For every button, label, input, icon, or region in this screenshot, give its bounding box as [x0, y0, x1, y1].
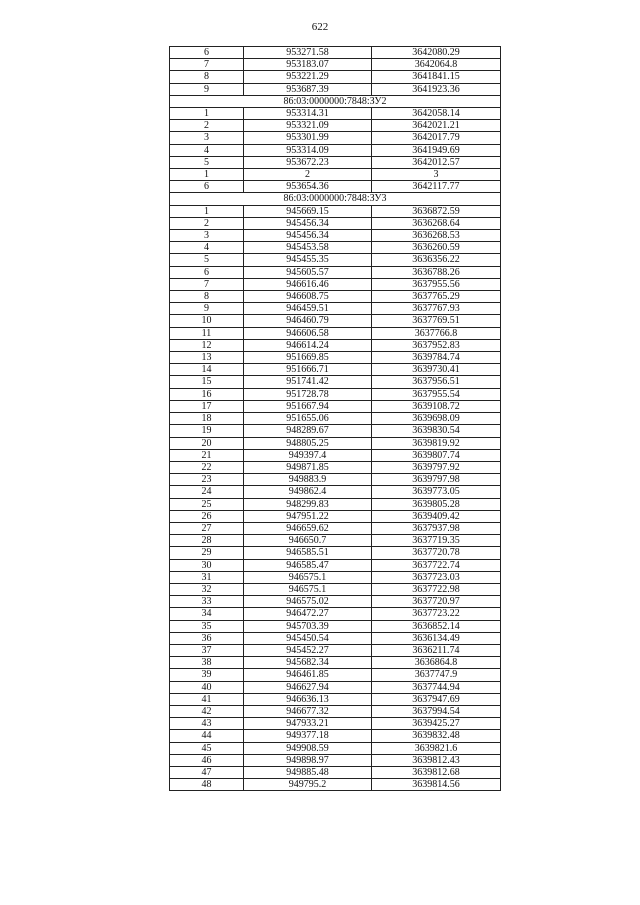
- table-row: [170, 291, 501, 303]
- table-row: [170, 327, 501, 339]
- table-row: [170, 779, 501, 791]
- table-row: [170, 169, 501, 181]
- y-coordinate-cell: 3642058.14: [372, 108, 501, 120]
- point-number-cell: 11: [170, 327, 244, 339]
- x-coordinate-cell: 946627.94: [244, 681, 372, 693]
- y-coordinate-cell: 3637955.56: [372, 278, 501, 290]
- point-number-cell: 19: [170, 425, 244, 437]
- point-number-cell: 15: [170, 376, 244, 388]
- y-coordinate-cell: 3641949.69: [372, 144, 501, 156]
- table-row: [170, 766, 501, 778]
- y-coordinate-cell: 3636356.22: [372, 254, 501, 266]
- point-number-cell: 21: [170, 449, 244, 461]
- table-row: [170, 583, 501, 595]
- y-coordinate-cell: 3637720.78: [372, 547, 501, 559]
- x-coordinate-cell: 945455.35: [244, 254, 372, 266]
- y-coordinate-cell: 3641841.15: [372, 71, 501, 83]
- point-number-cell: 38: [170, 657, 244, 669]
- x-coordinate-cell: 953314.31: [244, 108, 372, 120]
- table-row: [170, 144, 501, 156]
- point-number-cell: 28: [170, 535, 244, 547]
- point-number-cell: 17: [170, 400, 244, 412]
- point-number-cell: 45: [170, 742, 244, 754]
- point-number-cell: 4: [170, 144, 244, 156]
- y-coordinate-cell: 3636268.53: [372, 230, 501, 242]
- point-number-cell: 5: [170, 156, 244, 168]
- y-coordinate-cell: 3636788.26: [372, 266, 501, 278]
- x-coordinate-cell: 948289.67: [244, 425, 372, 437]
- point-number-cell: 3: [170, 230, 244, 242]
- y-coordinate-cell: 3639812.43: [372, 754, 501, 766]
- point-number-cell: 46: [170, 754, 244, 766]
- table-row: [170, 413, 501, 425]
- y-coordinate-cell: 3639797.98: [372, 474, 501, 486]
- point-number-cell: 9: [170, 303, 244, 315]
- table-row: [170, 425, 501, 437]
- point-number-cell: 14: [170, 364, 244, 376]
- y-coordinate-cell: 3639812.68: [372, 766, 501, 778]
- y-coordinate-cell: 3637937.98: [372, 522, 501, 534]
- y-coordinate-cell: 3637955.54: [372, 388, 501, 400]
- x-coordinate-cell: 949377.18: [244, 730, 372, 742]
- table-row: [170, 596, 501, 608]
- table-row: [170, 730, 501, 742]
- x-coordinate-cell: 945450.54: [244, 632, 372, 644]
- point-number-cell: 32: [170, 583, 244, 595]
- y-coordinate-cell: 3637723.03: [372, 571, 501, 583]
- y-coordinate-cell: 3639805.28: [372, 498, 501, 510]
- section-label: 86:03:0000000:7848:ЗУ3: [170, 193, 501, 205]
- point-number-cell: 44: [170, 730, 244, 742]
- point-number-cell: 26: [170, 510, 244, 522]
- x-coordinate-cell: 946606.58: [244, 327, 372, 339]
- x-coordinate-cell: 945682.34: [244, 657, 372, 669]
- table-row: [170, 132, 501, 144]
- table-row: [170, 303, 501, 315]
- table-row: [170, 437, 501, 449]
- y-coordinate-cell: 3642064.8: [372, 59, 501, 71]
- point-number-cell: 33: [170, 596, 244, 608]
- point-number-cell: 31: [170, 571, 244, 583]
- table-row: [170, 217, 501, 229]
- y-coordinate-cell: 3639784.74: [372, 352, 501, 364]
- table-row: [170, 510, 501, 522]
- y-coordinate-cell: 3639698.09: [372, 413, 501, 425]
- point-number-cell: 8: [170, 291, 244, 303]
- y-coordinate-cell: 3642117.77: [372, 181, 501, 193]
- y-coordinate-cell: 3639773.05: [372, 486, 501, 498]
- x-coordinate-cell: 946575.1: [244, 583, 372, 595]
- point-number-cell: 36: [170, 632, 244, 644]
- y-coordinate-cell: 3639814.56: [372, 779, 501, 791]
- section-header-row: [170, 193, 501, 205]
- table-row: [170, 657, 501, 669]
- point-number-cell: 40: [170, 681, 244, 693]
- point-number-cell: 30: [170, 559, 244, 571]
- point-number-cell: 39: [170, 669, 244, 681]
- y-coordinate-cell: 3642080.29: [372, 47, 501, 59]
- x-coordinate-cell: 951728.78: [244, 388, 372, 400]
- table-row: [170, 205, 501, 217]
- table-row: [170, 705, 501, 717]
- y-coordinate-cell: 3637722.98: [372, 583, 501, 595]
- table-row: [170, 498, 501, 510]
- point-number-cell: 41: [170, 693, 244, 705]
- y-coordinate-cell: 3639807.74: [372, 449, 501, 461]
- x-coordinate-cell: 946459.51: [244, 303, 372, 315]
- table-row: [170, 400, 501, 412]
- table-row: [170, 278, 501, 290]
- table-row: [170, 620, 501, 632]
- x-coordinate-cell: 953687.39: [244, 83, 372, 95]
- x-coordinate-cell: 946460.79: [244, 315, 372, 327]
- point-number-cell: 43: [170, 718, 244, 730]
- x-coordinate-cell: 945669.15: [244, 205, 372, 217]
- x-coordinate-cell: 946461.85: [244, 669, 372, 681]
- x-coordinate-cell: 946636.13: [244, 693, 372, 705]
- point-number-cell: 42: [170, 705, 244, 717]
- table-row: [170, 669, 501, 681]
- table-row: [170, 474, 501, 486]
- table-row: [170, 181, 501, 193]
- point-number-cell: 25: [170, 498, 244, 510]
- table-row: [170, 315, 501, 327]
- table-row: [170, 449, 501, 461]
- point-number-cell: 48: [170, 779, 244, 791]
- y-coordinate-cell: 3639409.42: [372, 510, 501, 522]
- y-coordinate-cell: 3639821.6: [372, 742, 501, 754]
- x-coordinate-cell: 946608.75: [244, 291, 372, 303]
- x-coordinate-cell: 951741.42: [244, 376, 372, 388]
- table-row: [170, 108, 501, 120]
- x-coordinate-cell: 953672.23: [244, 156, 372, 168]
- x-coordinate-cell: 949885.48: [244, 766, 372, 778]
- y-coordinate-cell: 3642012.57: [372, 156, 501, 168]
- y-coordinate-cell: 3637769.51: [372, 315, 501, 327]
- table-row: [170, 718, 501, 730]
- table-row: [170, 59, 501, 71]
- y-coordinate-cell: 3637952.83: [372, 339, 501, 351]
- x-coordinate-cell: 953271.58: [244, 47, 372, 59]
- y-coordinate-cell: 3637767.93: [372, 303, 501, 315]
- table-row: [170, 742, 501, 754]
- point-number-cell: 27: [170, 522, 244, 534]
- x-coordinate-cell: 945456.34: [244, 217, 372, 229]
- table-row: [170, 47, 501, 59]
- section-header-row: [170, 95, 501, 107]
- table-row: [170, 571, 501, 583]
- x-coordinate-cell: 951655.06: [244, 413, 372, 425]
- point-number-cell: 20: [170, 437, 244, 449]
- point-number-cell: 1: [170, 205, 244, 217]
- point-number-cell: 12: [170, 339, 244, 351]
- x-coordinate-cell: 946575.02: [244, 596, 372, 608]
- y-coordinate-cell: 3637744.94: [372, 681, 501, 693]
- x-coordinate-cell: 946575.1: [244, 571, 372, 583]
- table-row: [170, 547, 501, 559]
- y-coordinate-cell: 3637994.54: [372, 705, 501, 717]
- x-coordinate-cell: 949862.4: [244, 486, 372, 498]
- table-row: [170, 388, 501, 400]
- x-coordinate-cell: 949795.2: [244, 779, 372, 791]
- point-number-cell: 24: [170, 486, 244, 498]
- table-row: [170, 632, 501, 644]
- coordinates-table: [169, 46, 501, 791]
- x-coordinate-cell: 948805.25: [244, 437, 372, 449]
- x-coordinate-cell: 946659.62: [244, 522, 372, 534]
- point-number-cell: 6: [170, 181, 244, 193]
- y-coordinate-cell: 3636852.14: [372, 620, 501, 632]
- y-coordinate-cell: 3639797.92: [372, 461, 501, 473]
- point-number-cell: 5: [170, 254, 244, 266]
- section-label: 86:03:0000000:7848:ЗУ2: [170, 95, 501, 107]
- point-number-cell: 6: [170, 266, 244, 278]
- x-coordinate-cell: 953321.09: [244, 120, 372, 132]
- table-row: [170, 120, 501, 132]
- y-coordinate-cell: 3637947.69: [372, 693, 501, 705]
- x-coordinate-cell: 949898.97: [244, 754, 372, 766]
- y-coordinate-cell: 3636864.8: [372, 657, 501, 669]
- table-row: [170, 339, 501, 351]
- y-coordinate-cell: 3637956.51: [372, 376, 501, 388]
- point-number-cell: 1: [170, 169, 244, 181]
- table-row: [170, 754, 501, 766]
- y-coordinate-cell: 3637723.22: [372, 608, 501, 620]
- y-coordinate-cell: 3639425.27: [372, 718, 501, 730]
- y-coordinate-cell: 3642021.21: [372, 120, 501, 132]
- x-coordinate-cell: 948299.83: [244, 498, 372, 510]
- point-number-cell: 8: [170, 71, 244, 83]
- point-number-cell: 23: [170, 474, 244, 486]
- y-coordinate-cell: 3637720.97: [372, 596, 501, 608]
- x-coordinate-cell: 2: [244, 169, 372, 181]
- x-coordinate-cell: 949883.9: [244, 474, 372, 486]
- table-row: [170, 242, 501, 254]
- table-row: [170, 681, 501, 693]
- y-coordinate-cell: 3636134.49: [372, 632, 501, 644]
- x-coordinate-cell: 946650.7: [244, 535, 372, 547]
- table-row: [170, 693, 501, 705]
- point-number-cell: 47: [170, 766, 244, 778]
- x-coordinate-cell: 946472.27: [244, 608, 372, 620]
- table-row: [170, 254, 501, 266]
- point-number-cell: 2: [170, 217, 244, 229]
- x-coordinate-cell: 951669.85: [244, 352, 372, 364]
- y-coordinate-cell: 3641923.36: [372, 83, 501, 95]
- table-row: [170, 608, 501, 620]
- point-number-cell: 9: [170, 83, 244, 95]
- point-number-cell: 7: [170, 59, 244, 71]
- point-number-cell: 13: [170, 352, 244, 364]
- y-coordinate-cell: 3637765.29: [372, 291, 501, 303]
- table-row: [170, 352, 501, 364]
- table-row: [170, 230, 501, 242]
- page-number: 622: [311, 21, 329, 33]
- table-row: [170, 522, 501, 534]
- table-row: [170, 486, 501, 498]
- y-coordinate-cell: 3639108.72: [372, 400, 501, 412]
- point-number-cell: 35: [170, 620, 244, 632]
- x-coordinate-cell: 949871.85: [244, 461, 372, 473]
- table-row: [170, 156, 501, 168]
- y-coordinate-cell: 3642017.79: [372, 132, 501, 144]
- y-coordinate-cell: 3636268.64: [372, 217, 501, 229]
- x-coordinate-cell: 945605.57: [244, 266, 372, 278]
- x-coordinate-cell: 945453.58: [244, 242, 372, 254]
- y-coordinate-cell: 3636260.59: [372, 242, 501, 254]
- y-coordinate-cell: 3637766.8: [372, 327, 501, 339]
- y-coordinate-cell: 3639819.92: [372, 437, 501, 449]
- x-coordinate-cell: 951666.71: [244, 364, 372, 376]
- y-coordinate-cell: 3: [372, 169, 501, 181]
- table-row: [170, 83, 501, 95]
- y-coordinate-cell: 3636211.74: [372, 644, 501, 656]
- x-coordinate-cell: 951667.94: [244, 400, 372, 412]
- x-coordinate-cell: 953301.99: [244, 132, 372, 144]
- point-number-cell: 4: [170, 242, 244, 254]
- x-coordinate-cell: 953183.07: [244, 59, 372, 71]
- table-row: [170, 535, 501, 547]
- point-number-cell: 34: [170, 608, 244, 620]
- coordinates-table-body: [170, 47, 501, 791]
- x-coordinate-cell: 946585.51: [244, 547, 372, 559]
- point-number-cell: 6: [170, 47, 244, 59]
- x-coordinate-cell: 953221.29: [244, 71, 372, 83]
- x-coordinate-cell: 953314.09: [244, 144, 372, 156]
- y-coordinate-cell: 3639830.54: [372, 425, 501, 437]
- table-row: [170, 461, 501, 473]
- x-coordinate-cell: 945452.27: [244, 644, 372, 656]
- y-coordinate-cell: 3637722.74: [372, 559, 501, 571]
- y-coordinate-cell: 3639730.41: [372, 364, 501, 376]
- point-number-cell: 37: [170, 644, 244, 656]
- y-coordinate-cell: 3637747.9: [372, 669, 501, 681]
- x-coordinate-cell: 946585.47: [244, 559, 372, 571]
- table-row: [170, 266, 501, 278]
- x-coordinate-cell: 945456.34: [244, 230, 372, 242]
- x-coordinate-cell: 947951.22: [244, 510, 372, 522]
- x-coordinate-cell: 946677.32: [244, 705, 372, 717]
- point-number-cell: 1: [170, 108, 244, 120]
- x-coordinate-cell: 949908.59: [244, 742, 372, 754]
- table-row: [170, 71, 501, 83]
- point-number-cell: 3: [170, 132, 244, 144]
- x-coordinate-cell: 953654.36: [244, 181, 372, 193]
- y-coordinate-cell: 3639832.48: [372, 730, 501, 742]
- point-number-cell: 7: [170, 278, 244, 290]
- y-coordinate-cell: 3637719.35: [372, 535, 501, 547]
- x-coordinate-cell: 946614.24: [244, 339, 372, 351]
- y-coordinate-cell: 3636872.59: [372, 205, 501, 217]
- point-number-cell: 22: [170, 461, 244, 473]
- point-number-cell: 18: [170, 413, 244, 425]
- table-row: [170, 644, 501, 656]
- x-coordinate-cell: 949397.4: [244, 449, 372, 461]
- x-coordinate-cell: 945703.39: [244, 620, 372, 632]
- point-number-cell: 10: [170, 315, 244, 327]
- x-coordinate-cell: 947933.21: [244, 718, 372, 730]
- point-number-cell: 2: [170, 120, 244, 132]
- table-row: [170, 376, 501, 388]
- table-row: [170, 364, 501, 376]
- point-number-cell: 29: [170, 547, 244, 559]
- x-coordinate-cell: 946616.46: [244, 278, 372, 290]
- point-number-cell: 16: [170, 388, 244, 400]
- table-row: [170, 559, 501, 571]
